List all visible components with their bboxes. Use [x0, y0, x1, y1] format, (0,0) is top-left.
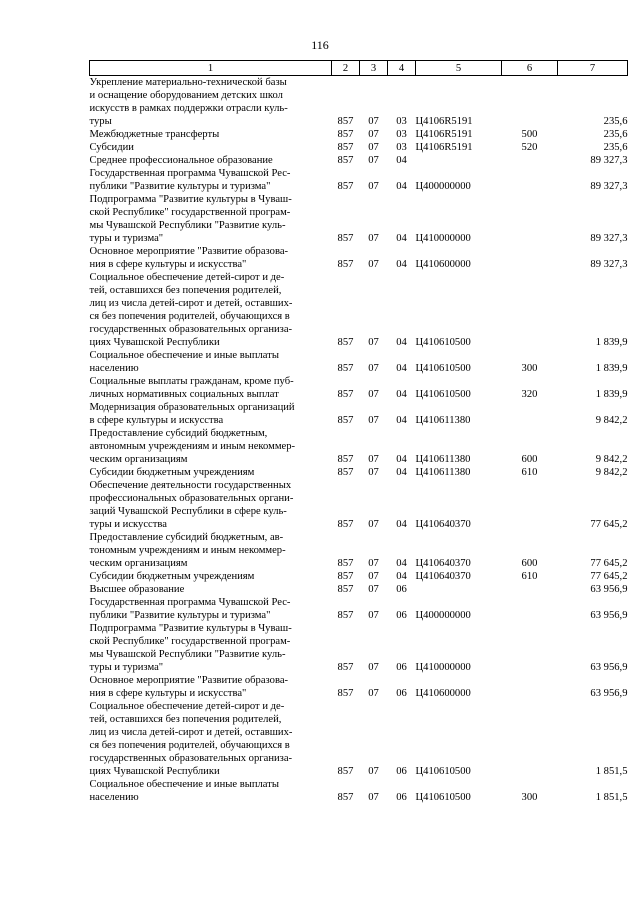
row-amount: 89 327,3	[590, 181, 628, 192]
table-row	[90, 427, 628, 466]
table-row	[90, 479, 628, 531]
row-gr-code: 857	[337, 337, 354, 348]
row-expense-type	[502, 583, 558, 596]
table-row	[90, 128, 628, 141]
row-section-code: 07	[368, 766, 379, 777]
table-row	[90, 76, 628, 129]
row-target-article: Ц4106R5191	[415, 142, 473, 153]
column-header: 5	[416, 61, 502, 76]
row-subsection-code: 04	[396, 571, 407, 582]
table-row	[90, 193, 628, 245]
row-section-code: 07	[368, 792, 379, 803]
row-target-article: Ц410610500	[415, 363, 471, 374]
row-expense-type	[502, 167, 558, 193]
row-expense-type: 300	[521, 792, 538, 803]
row-section-code: 07	[368, 519, 379, 530]
row-name: Социальные выплаты гражданам, кроме пуб- личных нормативных социальных выплат	[89, 376, 294, 400]
row-subsection-code: 04	[396, 233, 407, 244]
row-amount: 63 956,9	[590, 662, 628, 673]
row-target-article: Ц410610500	[415, 337, 471, 348]
row-target-article: Ц410000000	[415, 233, 471, 244]
row-section-code: 07	[368, 571, 379, 582]
row-amount: 63 956,9	[590, 688, 628, 699]
row-gr-code: 857	[337, 662, 354, 673]
table-row	[90, 622, 628, 674]
row-gr-code: 857	[337, 792, 354, 803]
table-row	[90, 674, 628, 700]
row-name: Предоставление субсидий бюджетным, ав- тономным учреждениям и иным некоммер- ческим организациям	[89, 532, 286, 569]
row-target-article	[416, 154, 502, 167]
table-row	[90, 570, 628, 583]
row-expense-type	[502, 245, 558, 271]
row-expense-type	[502, 622, 558, 674]
row-gr-code: 857	[337, 519, 354, 530]
row-expense-type: 610	[521, 571, 538, 582]
row-subsection-code: 04	[396, 454, 407, 465]
table-row	[90, 141, 628, 154]
column-header: 6	[502, 61, 558, 76]
row-name: Высшее образование	[89, 584, 185, 595]
row-name: Межбюджетные трансферты	[89, 129, 220, 140]
table-row	[90, 596, 628, 622]
row-name: Субсидии	[89, 142, 134, 153]
row-target-article: Ц410640370	[415, 571, 471, 582]
row-section-code: 07	[368, 415, 379, 426]
row-section-code: 07	[368, 181, 379, 192]
row-name: Государственная программа Чувашской Рес- публики "Развитие культуры и туризма"	[89, 597, 291, 621]
row-target-article: Ц410610500	[415, 766, 471, 777]
row-section-code: 07	[368, 454, 379, 465]
row-amount: 89 327,3	[590, 155, 628, 166]
row-gr-code: 857	[337, 233, 354, 244]
row-name: Социальное обеспечение и иные выплаты населению	[89, 779, 279, 803]
row-gr-code: 857	[337, 571, 354, 582]
row-target-article: Ц410610500	[415, 792, 471, 803]
row-expense-type	[502, 674, 558, 700]
row-amount: 77 645,2	[590, 571, 628, 582]
row-section-code: 07	[368, 662, 379, 673]
row-gr-code: 857	[337, 181, 354, 192]
row-target-article: Ц410611380	[415, 467, 471, 478]
row-gr-code: 857	[337, 558, 354, 569]
row-section-code: 07	[368, 558, 379, 569]
row-target-article: Ц410000000	[415, 662, 471, 673]
row-subsection-code: 04	[396, 389, 407, 400]
table-row	[90, 154, 628, 167]
row-target-article: Ц410610500	[415, 389, 471, 400]
row-gr-code: 857	[337, 259, 354, 270]
row-gr-code: 857	[337, 688, 354, 699]
row-amount: 9 842,2	[595, 415, 628, 426]
row-section-code: 07	[368, 389, 379, 400]
row-gr-code: 857	[337, 363, 354, 374]
page-number: 116	[311, 38, 329, 52]
row-target-article	[416, 583, 502, 596]
row-section-code: 07	[368, 155, 379, 166]
row-target-article: Ц4106R5191	[415, 116, 473, 127]
row-expense-type: 600	[521, 558, 538, 569]
row-name: Основное мероприятие "Развитие образова- ния в сфере культуры и искусства"	[89, 246, 289, 270]
row-subsection-code: 06	[396, 610, 407, 621]
row-gr-code: 857	[337, 415, 354, 426]
table-row	[90, 401, 628, 427]
row-name: Социальное обеспечение и иные выплаты населению	[89, 350, 279, 374]
column-header: 2	[332, 61, 360, 76]
row-expense-type: 600	[521, 454, 538, 465]
row-section-code: 07	[368, 610, 379, 621]
row-amount: 1 851,5	[595, 792, 628, 803]
row-subsection-code: 03	[396, 129, 407, 140]
row-expense-type	[502, 596, 558, 622]
row-name: Подпрограмма "Развитие культуры в Чуваш- ской Республике" государственной програм- мы Чувашской Республики "Развитие куль- туры и туризма"	[89, 194, 292, 244]
row-section-code: 07	[368, 337, 379, 348]
row-target-article: Ц4106R5191	[415, 129, 473, 140]
row-gr-code: 857	[337, 584, 354, 595]
row-amount: 77 645,2	[590, 519, 628, 530]
table-row	[90, 271, 628, 349]
row-section-code: 07	[368, 233, 379, 244]
row-expense-type: 300	[521, 363, 538, 374]
table-row	[90, 349, 628, 375]
row-gr-code: 857	[337, 766, 354, 777]
row-name: Государственная программа Чувашской Рес- публики "Развитие культуры и туризма"	[89, 168, 291, 192]
row-name: Социальное обеспечение детей-сирот и де- тей, оставшихся без попечения родителей, лиц из числа детей-сирот и детей, оставших- ся без попечения родителей, обучающихся в государственных образовательных организа- циях Чувашской Республики	[89, 272, 293, 348]
row-amount: 1 839,9	[595, 389, 628, 400]
row-amount: 1 839,9	[595, 337, 628, 348]
row-expense-type: 500	[521, 129, 538, 140]
row-name: Укрепление материально-технической базы и оснащение оборудованием детских школ искусств в рамках поддержки отрасли куль- туры	[89, 77, 288, 127]
row-target-article: Ц410600000	[415, 259, 471, 270]
column-header: 1	[90, 61, 332, 76]
row-expense-type: 610	[521, 467, 538, 478]
row-expense-type	[502, 401, 558, 427]
budget-table	[89, 60, 628, 804]
row-expense-type	[502, 479, 558, 531]
row-section-code: 07	[368, 688, 379, 699]
row-amount: 9 842,2	[595, 454, 628, 465]
row-subsection-code: 06	[396, 662, 407, 673]
row-name: Социальное обеспечение детей-сирот и де- тей, оставшихся без попечения родителей, лиц из числа детей-сирот и детей, оставших- ся без попечения родителей, обучающихся в государственных образовательных организа- циях Чувашской Республики	[89, 701, 293, 777]
row-gr-code: 857	[337, 116, 354, 127]
row-expense-type	[502, 700, 558, 778]
row-subsection-code: 03	[396, 116, 407, 127]
row-name: Модернизация образовательных организаций в сфере культуры и искусства	[89, 402, 295, 426]
column-header: 4	[388, 61, 416, 76]
row-subsection-code: 04	[396, 155, 407, 166]
row-amount: 1 839,9	[595, 363, 628, 374]
row-target-article: Ц400000000	[415, 181, 471, 192]
row-section-code: 07	[368, 116, 379, 127]
row-subsection-code: 04	[396, 467, 407, 478]
row-section-code: 07	[368, 142, 379, 153]
row-gr-code: 857	[337, 142, 354, 153]
row-amount: 63 956,9	[590, 584, 628, 595]
row-gr-code: 857	[337, 129, 354, 140]
row-expense-type	[502, 76, 558, 129]
row-amount: 77 645,2	[590, 558, 628, 569]
row-name: Подпрограмма "Развитие культуры в Чуваш- ской Республике" государственной програм- мы Чувашской Республики "Развитие куль- туры и туризма"	[89, 623, 292, 673]
row-amount: 89 327,3	[590, 233, 628, 244]
row-target-article: Ц410611380	[415, 454, 471, 465]
row-name: Обеспечение деятельности государственных профессиональных образовательных органи- заций Чувашской Республики в сфере куль- туры и искусства	[89, 480, 294, 530]
row-name: Предоставление субсидий бюджетным, автономным учреждениям и иным некоммер- ческим организациям	[89, 428, 296, 465]
row-subsection-code: 04	[396, 337, 407, 348]
row-target-article: Ц410640370	[415, 519, 471, 530]
row-subsection-code: 04	[396, 558, 407, 569]
table-row	[90, 375, 628, 401]
row-amount: 63 956,9	[590, 610, 628, 621]
row-section-code: 07	[368, 129, 379, 140]
row-expense-type: 520	[521, 142, 538, 153]
row-subsection-code: 03	[396, 142, 407, 153]
row-gr-code: 857	[337, 454, 354, 465]
row-section-code: 07	[368, 259, 379, 270]
row-gr-code: 857	[337, 389, 354, 400]
row-section-code: 07	[368, 467, 379, 478]
row-name: Субсидии бюджетным учреждениям	[89, 571, 255, 582]
table-row	[90, 778, 628, 804]
row-subsection-code: 04	[396, 259, 407, 270]
row-expense-type	[502, 193, 558, 245]
row-subsection-code: 04	[396, 363, 407, 374]
table-body	[90, 76, 628, 805]
column-header: 3	[360, 61, 388, 76]
row-expense-type	[502, 271, 558, 349]
column-header: 7	[558, 61, 628, 76]
row-amount: 9 842,2	[595, 467, 628, 478]
row-expense-type	[502, 154, 558, 167]
row-target-article: Ц400000000	[415, 610, 471, 621]
row-subsection-code: 06	[396, 792, 407, 803]
row-amount: 235,6	[603, 129, 628, 140]
row-name: Субсидии бюджетным учреждениям	[89, 467, 255, 478]
row-subsection-code: 04	[396, 519, 407, 530]
row-target-article: Ц410600000	[415, 688, 471, 699]
row-expense-type: 320	[521, 389, 538, 400]
table-row	[90, 245, 628, 271]
row-name: Основное мероприятие "Развитие образова- ния в сфере культуры и искусства"	[89, 675, 289, 699]
table-row	[90, 466, 628, 479]
row-section-code: 07	[368, 584, 379, 595]
row-amount: 1 851,5	[595, 766, 628, 777]
row-gr-code: 857	[337, 155, 354, 166]
row-section-code: 07	[368, 363, 379, 374]
table-row	[90, 531, 628, 570]
row-subsection-code: 06	[396, 766, 407, 777]
column-number-header-row	[90, 61, 628, 76]
row-gr-code: 857	[337, 610, 354, 621]
row-amount: 89 327,3	[590, 259, 628, 270]
table-row	[90, 583, 628, 596]
row-target-article: Ц410611380	[415, 415, 471, 426]
row-subsection-code: 06	[396, 688, 407, 699]
table-row	[90, 700, 628, 778]
row-name: Среднее профессиональное образование	[89, 155, 273, 166]
row-target-article: Ц410640370	[415, 558, 471, 569]
row-amount: 235,6	[603, 142, 628, 153]
row-gr-code: 857	[337, 467, 354, 478]
row-subsection-code: 04	[396, 181, 407, 192]
row-subsection-code: 06	[396, 584, 407, 595]
row-amount: 235,6	[603, 116, 628, 127]
row-subsection-code: 04	[396, 415, 407, 426]
table-row	[90, 167, 628, 193]
